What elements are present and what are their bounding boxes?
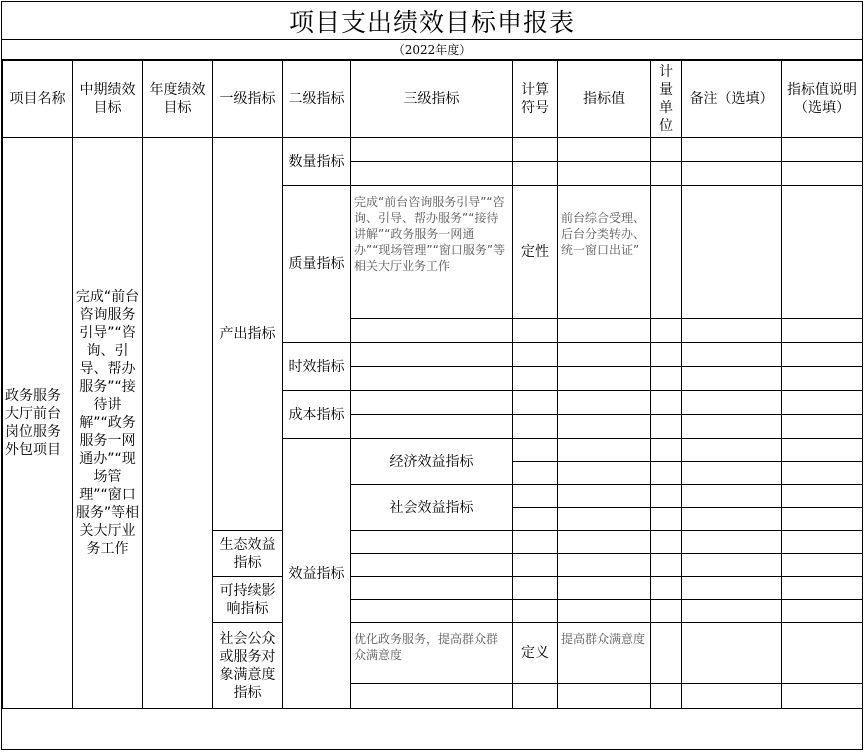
mid-goal-cell: 完成“前台咨询服务引导”“咨询、引导、帮办服务”“接待讲解”“政务服务一网通办”“现场管理”“窗口服务”等相关大厅业务工作 [73, 138, 143, 709]
level2-social: 社会效益指标 [351, 485, 513, 531]
header-level1: 一级指标 [213, 61, 283, 138]
satisfaction-level3-cell: 优化政务服务，提高群众群众满意度 [351, 623, 513, 684]
satisfaction-symbol-cell: 定义 [513, 623, 558, 684]
level2-satisfaction: 社会公众或服务对象满意度指标 [213, 623, 283, 709]
header-mid-goal: 中期绩效目标 [73, 61, 143, 138]
indicator-table [2, 60, 863, 709]
header-annual-goal: 年度绩效目标 [143, 61, 213, 138]
header-remark: 备注（选填） [682, 61, 782, 138]
quality-value-cell: 前台综合受理、后台分类转办、统一窗口出证” [558, 186, 651, 319]
quality-symbol-cell: 定性 [513, 186, 558, 319]
header-symbol: 计算符号 [513, 61, 558, 138]
level2-economic: 经济效益指标 [351, 439, 513, 485]
level2-timeliness: 时效指标 [283, 343, 351, 391]
quality-level3-cell: 完成“前台咨询服务引导”“咨询、引导、帮办服务”“接待讲解”“政务服务一网通办”“现场管理”“窗口服务”等相关大厅业务工作 [351, 186, 513, 319]
form-year: （2022年度） [2, 40, 862, 60]
project-name-cell: 政务服务大厅前台岗位服务外包项目 [3, 138, 73, 709]
level1-output: 产出指标 [213, 138, 283, 531]
level1-benefit: 效益指标 [283, 439, 351, 709]
level2-cost: 成本指标 [283, 391, 351, 439]
annual-goal-cell [143, 138, 213, 709]
satisfaction-value-cell: 提高群众满意度 [558, 623, 651, 684]
level2-sustainable: 可持续影响指标 [213, 577, 283, 623]
level2-ecological: 生态效益指标 [213, 531, 283, 577]
header-value-note: 指标值说明（选填） [782, 61, 863, 138]
header-level2: 二级指标 [283, 61, 351, 138]
header-unit: 计量单位 [651, 61, 682, 138]
form-title: 项目支出绩效目标申报表 [2, 2, 862, 40]
header-level3: 三级指标 [351, 61, 513, 138]
level2-quality: 质量指标 [283, 186, 351, 343]
performance-form [1, 1, 863, 750]
header-project-name: 项目名称 [3, 61, 73, 138]
table-row [3, 138, 863, 162]
header-row [3, 61, 863, 138]
level2-quantity: 数量指标 [283, 138, 351, 186]
header-value: 指标值 [558, 61, 651, 138]
